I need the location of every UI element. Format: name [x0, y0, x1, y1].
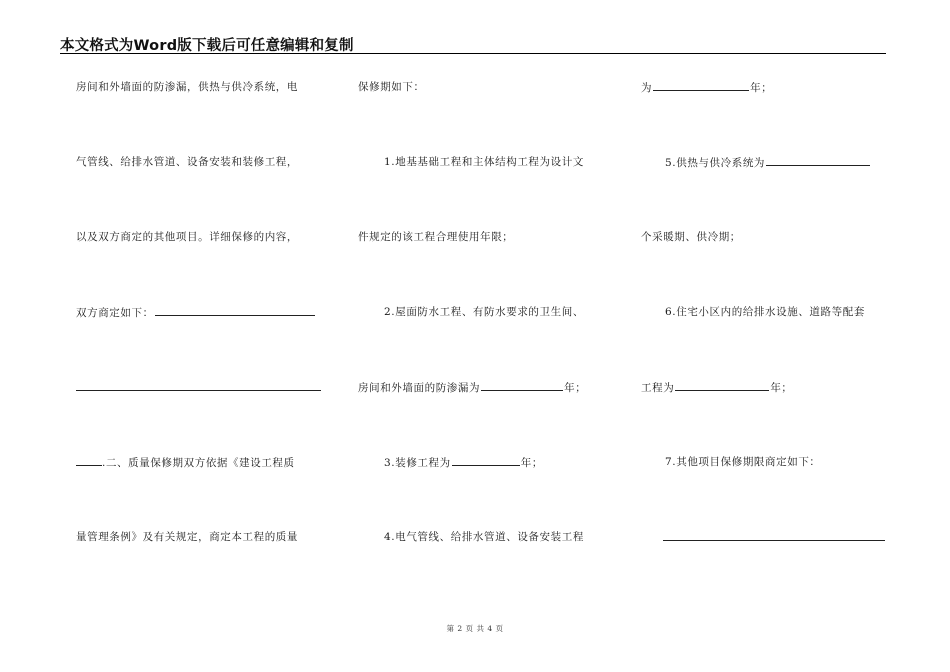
fill-in-blank [663, 530, 885, 541]
text-fragment: 3.装修工程为 [384, 457, 451, 469]
fill-in-blank [155, 305, 315, 316]
text-line: 气管线、给排水管道、设备安装和装修工程， [76, 156, 298, 168]
header-divider [60, 53, 886, 54]
text-line: 以及双方商定的其他项目。详细保修的内容， [76, 231, 298, 243]
page-number-footer: 第 2 页 共 4 页 [446, 624, 504, 633]
text-line [641, 380, 793, 395]
text-line: 4.电气管线、给排水管道、设备安装工程 [384, 531, 584, 543]
text-line [76, 380, 321, 395]
text-line: 保修期如下： [358, 81, 425, 93]
text-line: 7.其他项目保修期限商定如下： [665, 456, 821, 468]
text-line [641, 80, 772, 95]
fill-in-blank [481, 380, 563, 391]
text-fragment: 5.供热与供冷系统为 [665, 157, 766, 169]
text-fragment: 工程为 [641, 382, 675, 394]
text-line: 量管理条例》及有关规定，商定本工程的质量 [76, 531, 298, 543]
text-line [384, 455, 543, 470]
text-line [358, 380, 586, 395]
document-header-title: 本文格式为Word版下载后可任意编辑和复制 [60, 38, 354, 54]
text-line: 1.地基基础工程和主体结构工程为设计文 [384, 156, 584, 168]
text-fragment: 为 [641, 82, 653, 94]
fill-in-blank [675, 380, 769, 391]
text-fragment: .二、质量保修期双方依据《建设工程质 [102, 457, 295, 469]
text-fragment: 年； [564, 382, 587, 394]
text-fragment: 双方商定如下： [76, 307, 154, 319]
text-line: 件规定的该工程合理使用年限； [358, 231, 514, 243]
text-line: 6.住宅小区内的给排水设施、道路等配套 [665, 306, 865, 318]
text-line: 个采暖期、供冷期； [641, 231, 741, 243]
fill-in-blank [76, 455, 102, 466]
text-fragment: 年； [520, 457, 543, 469]
text-fragment: 房间和外墙面的防渗漏为 [358, 382, 481, 394]
text-fragment: 年； [750, 82, 773, 94]
text-line [663, 530, 885, 545]
text-line [76, 455, 295, 470]
text-line [665, 155, 871, 170]
fill-in-blank [766, 155, 870, 166]
fill-in-blank [76, 380, 321, 391]
fill-in-blank [452, 455, 520, 466]
text-line: 2.屋面防水工程、有防水要求的卫生间、 [384, 306, 584, 318]
text-line: 房间和外墙面的防渗漏，供热与供冷系统，电 [76, 81, 298, 93]
fill-in-blank [653, 80, 749, 91]
text-line [76, 305, 316, 320]
text-fragment: 年； [770, 382, 793, 394]
